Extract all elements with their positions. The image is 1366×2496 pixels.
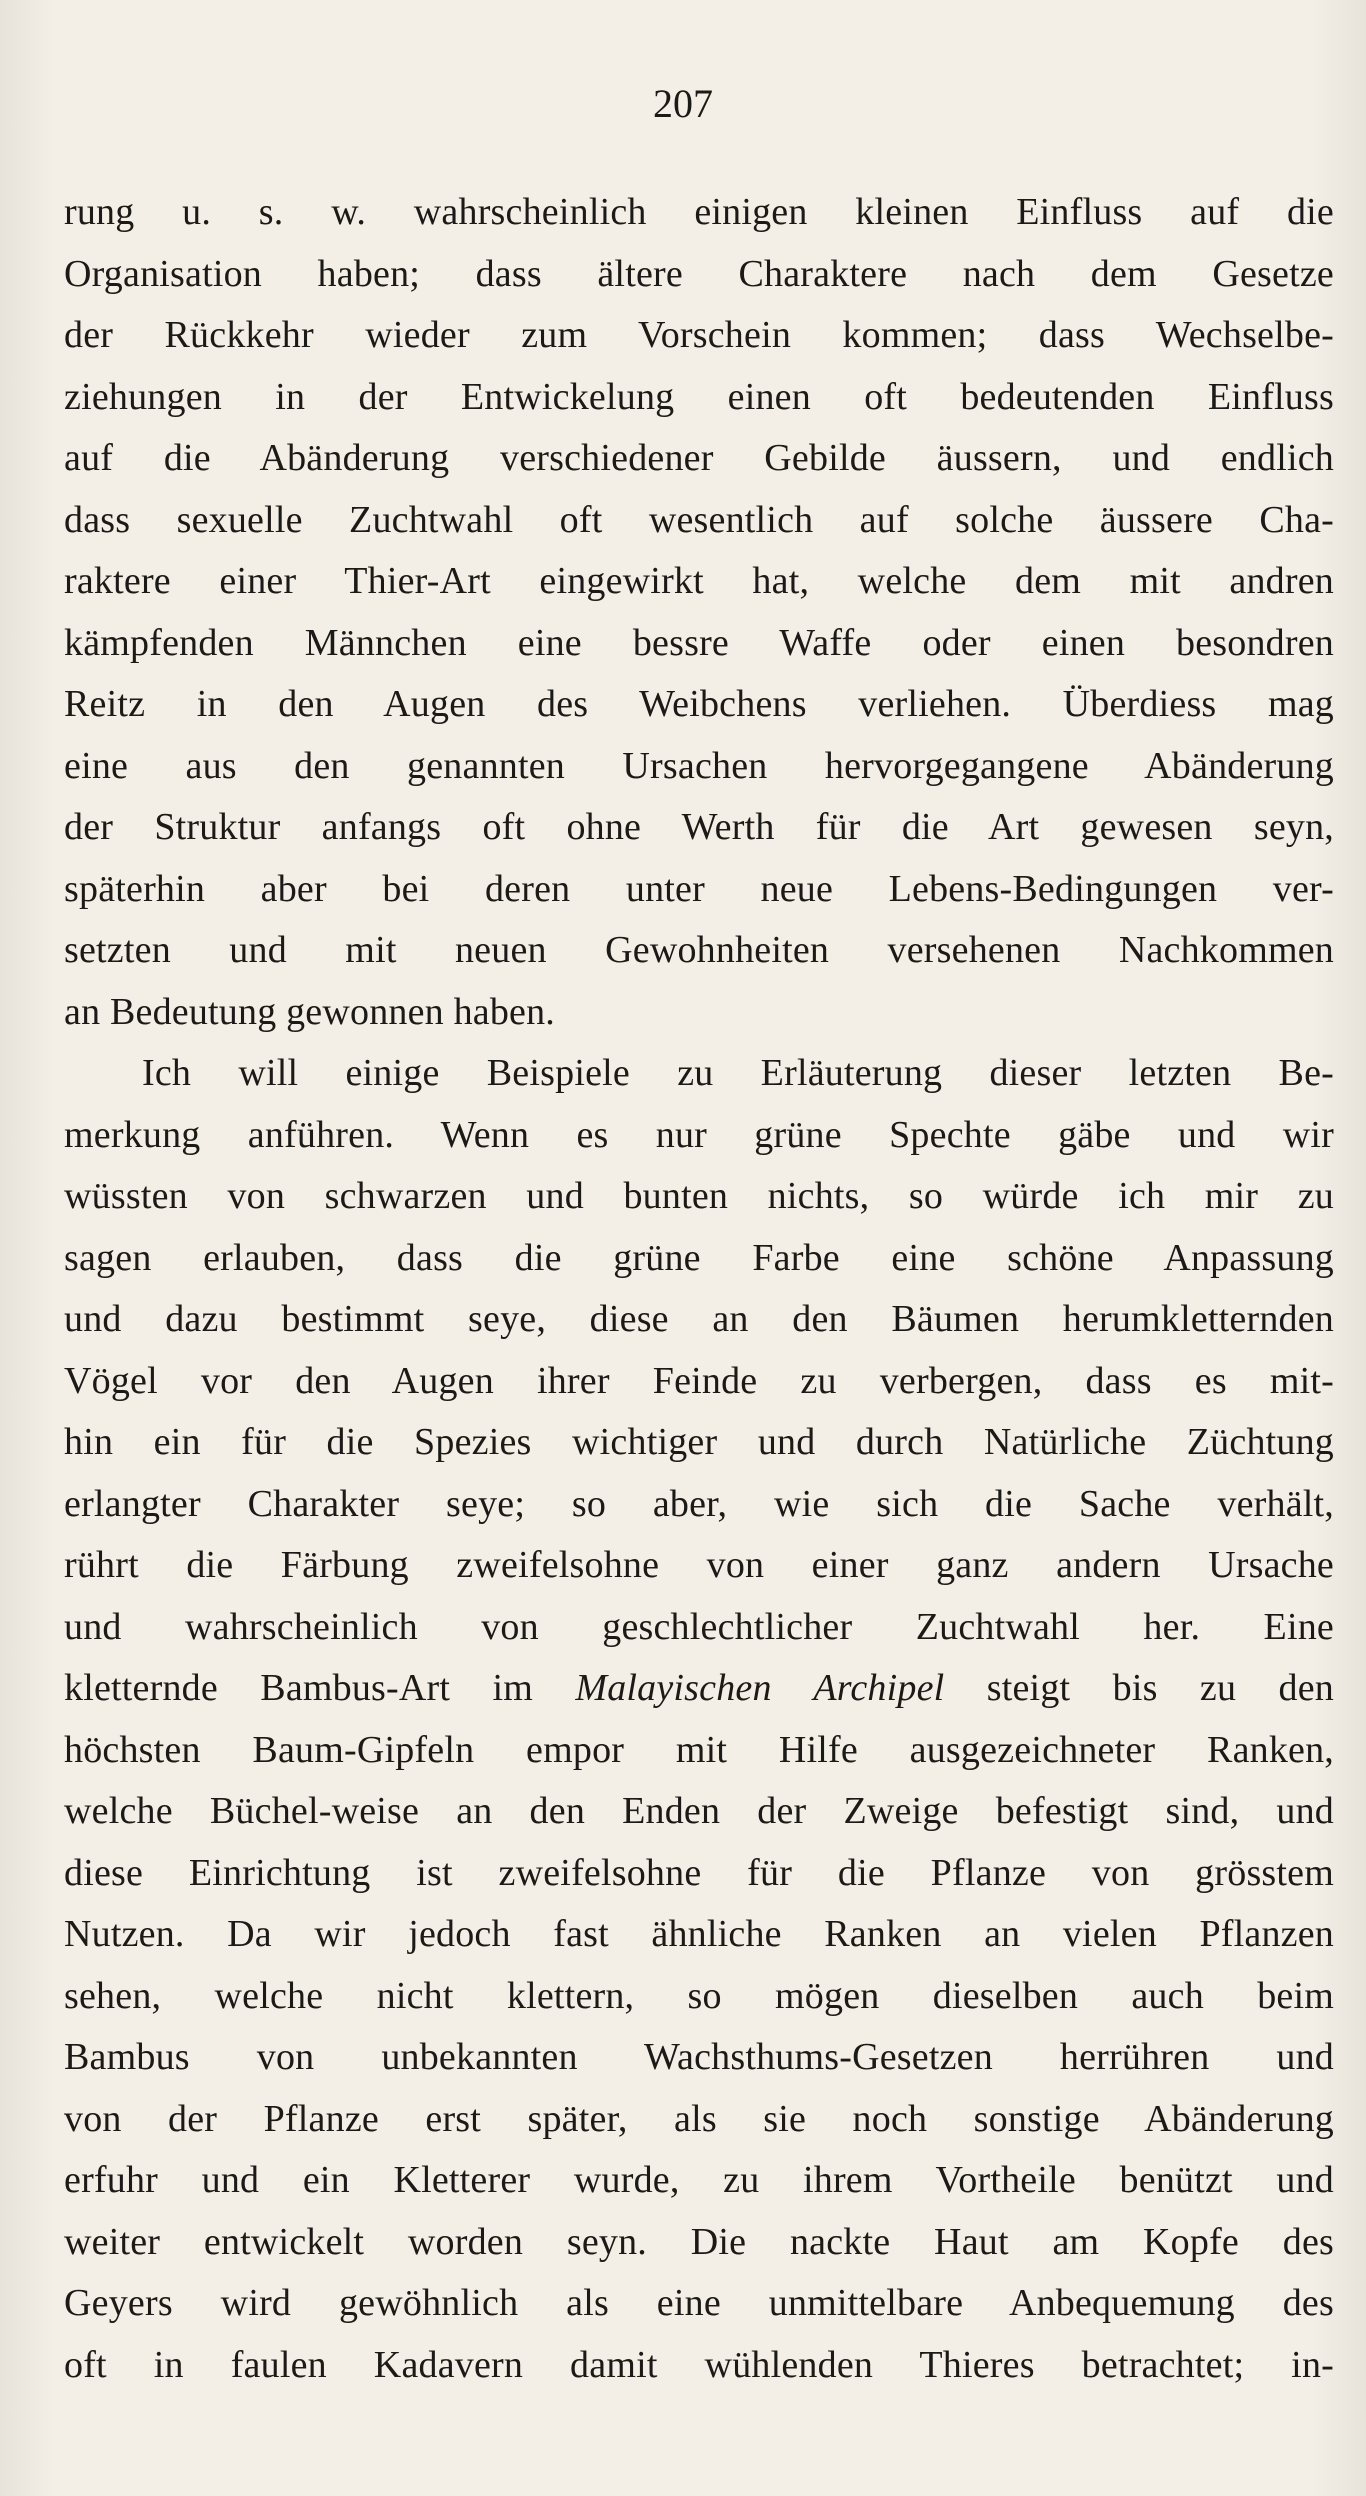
text-line: merkung anführen. Wenn es nur grüne Spechte gäbe und wir	[64, 1113, 1334, 1156]
text-line: Bambus von unbekannten Wachsthums-Gesetzen herrühren und	[64, 2036, 1334, 2078]
text-line: sagen erlauben, dass die grüne Farbe eine schöne Anpassung	[64, 1236, 1334, 1279]
text-line: erlangter Charakter seye; so aber, wie sich die Sache verhält,	[64, 1482, 1334, 1525]
text-line: von der Pflanze erst später, als sie noch sonstige Abänderung	[64, 2097, 1334, 2140]
text-line: auf die Abänderung verschiedener Gebilde äussern, und endlich	[64, 437, 1334, 479]
text-line: raktere einer Thier-Art eingewirkt hat, welche dem mit andren	[64, 560, 1334, 602]
text-line: Nutzen. Da wir jedoch fast ähnliche Ranken an vielen Pflanzen	[64, 1913, 1334, 1955]
text-line: späterhin aber bei deren unter neue Lebens-Bedingungen ver-	[64, 867, 1334, 910]
text-line-with-italic	[64, 1658, 1334, 1720]
text-line: dass sexuelle Zuchtwahl oft wesentlich auf solche äussere Cha-	[64, 498, 1334, 541]
text-line: oft in faulen Kadavern damit wühlenden Thieres betrachtet; in-	[64, 2343, 1334, 2386]
text-line: rung u. s. w. wahrscheinlich einigen kleinen Einfluss auf die	[64, 191, 1334, 233]
text-line: Vögel vor den Augen ihrer Feinde zu verbergen, dass es mit-	[64, 1359, 1334, 1402]
body-text	[64, 182, 1334, 2396]
text-line: diese Einrichtung ist zweifelsohne für die Pflanze von grösstem	[64, 1851, 1334, 1894]
text-line: und dazu bestimmt seye, diese an den Bäumen herumkletternden	[64, 1298, 1334, 1340]
text-line: wüssten von schwarzen und bunten nichts, so würde ich mir zu	[64, 1175, 1334, 1217]
text-line: Geyers wird gewöhnlich als eine unmittelbare Anbequemung des	[64, 2282, 1334, 2324]
text-line: und wahrscheinlich von geschlechtlicher Zuchtwahl her. Eine	[64, 1605, 1334, 1648]
text-line: weiter entwickelt worden seyn. Die nackte Haut am Kopfe des	[64, 2220, 1334, 2263]
text-line: erfuhr und ein Kletterer wurde, zu ihrem Vortheile benützt und	[64, 2159, 1334, 2201]
text-segment: steigt bis zu den	[944, 1667, 1334, 1709]
text-line: rührt die Färbung zweifelsohne von einer ganz andern Ursache	[64, 1544, 1334, 1586]
italic-place-name: Malayischen Archipel	[575, 1667, 945, 1709]
text-line: welche Büchel-weise an den Enden der Zweige befestigt sind, und	[64, 1790, 1334, 1832]
page-number: 207	[653, 81, 713, 126]
text-line: höchsten Baum-Gipfeln empor mit Hilfe ausgezeichneter Ranken,	[64, 1728, 1334, 1771]
text-line: der Struktur anfangs oft ohne Werth für die Art gewesen seyn,	[64, 806, 1334, 848]
text-line: der Rückkehr wieder zum Vorschein kommen; dass Wechselbe-	[64, 314, 1334, 356]
text-line: setzten und mit neuen Gewohnheiten versehenen Nachkommen	[64, 929, 1334, 971]
text-segment: kletternde Bambus-Art im	[64, 1667, 576, 1709]
text-line: Reitz in den Augen des Weibchens verliehen. Überdiess mag	[64, 683, 1334, 725]
paragraph-end-line: an Bedeutung gewonnen haben.	[64, 990, 556, 1033]
paragraph-start-line: Ich will einige Beispiele zu Erläuterung dieser letzten Be-	[142, 1052, 1334, 1094]
text-line: eine aus den genannten Ursachen hervorgegangene Abänderung	[64, 744, 1334, 787]
text-line: ziehungen in der Entwickelung einen oft bedeutenden Einfluss	[64, 375, 1334, 418]
text-line: sehen, welche nicht klettern, so mögen dieselben auch beim	[64, 1974, 1334, 2017]
text-line: kämpfenden Männchen eine bessre Waffe oder einen besondren	[64, 621, 1334, 664]
text-line: hin ein für die Spezies wichtiger und durch Natürliche Züchtung	[64, 1421, 1334, 1463]
text-line: Organisation haben; dass ältere Charaktere nach dem Gesetze	[64, 252, 1334, 295]
